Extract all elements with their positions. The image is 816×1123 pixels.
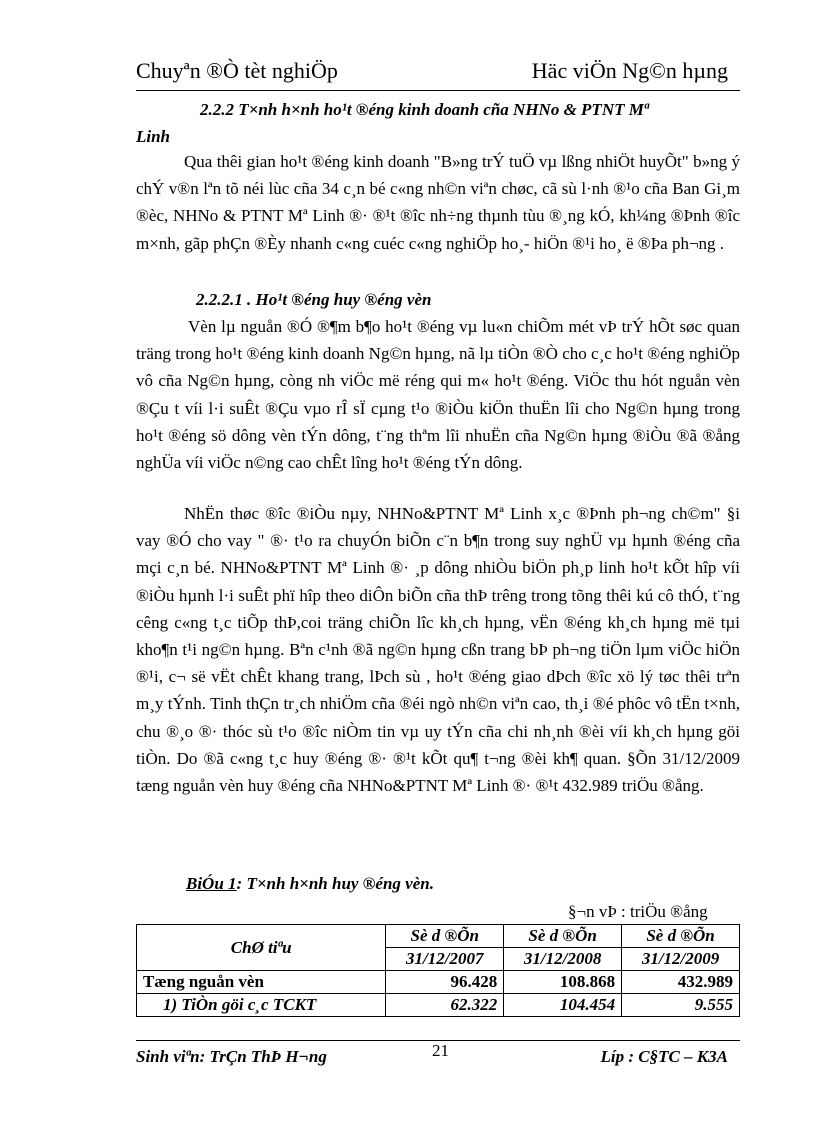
paragraph-1: Qua thêi gian ho¹t ®éng kinh doanh "B»ng trÝ tuÖ vµ lßng nhiÖt huyÕt" b»ng ý chÝ v®n lªn tõ néi lùc cña 34 c¸n bé c«ng nh©n viªn chøc, cã sù l·nh ®¹o cña Ban Gi¸m ®èc, NHNo & PTNT Mª Linh ®· ®¹t ®îc nh÷ng thµnh tùu ®¸ng kÓ, kh¼ng ®Þnh ®îc m×nh, gãp phÇn ®Èy nhanh c«ng cuéc c«ng nghiÖp ho¸- hiÖn ®¹i ho¸ ë ®Þa ph¬ng .: [136, 152, 740, 253]
table-row: [137, 994, 740, 1017]
footer-class: Líp : C§TC – K3A: [600, 1047, 728, 1066]
page-number: 21: [432, 1041, 449, 1060]
header-date-bottom: 31/12/2008: [504, 948, 622, 971]
section-heading: 2.2.2 T×nh h×nh ho¹t ®éng kinh doanh cña NHNo & PTNT Mª: [200, 100, 649, 119]
header-date-top: Sè d ®Õn: [504, 925, 622, 948]
subheading: 2.2.2.1 . Ho¹t ®éng huy ®éng vèn: [196, 290, 432, 309]
page-footer: [136, 1041, 740, 1067]
row-value: 104.454: [504, 994, 622, 1017]
table-caption-text: : T×nh h×nh huy ®éng vèn.: [236, 874, 434, 893]
table-header-row: [137, 925, 740, 948]
header-col: ChØ tiªu: [137, 925, 386, 971]
row-label: Tæng nguån vèn: [137, 971, 386, 994]
table-row: [137, 971, 740, 994]
header-left: Chuyªn ®Ò tèt nghiÖp: [136, 58, 338, 83]
row-value: 432.989: [622, 971, 740, 994]
header-date-bottom: 31/12/2009: [622, 948, 740, 971]
header-date-top: Sè d ®Õn: [386, 925, 504, 948]
footer-student: Sinh viªn: TrÇn ThÞ H¬ng: [136, 1047, 327, 1066]
section-heading-cont: Linh: [136, 127, 171, 146]
page-header: [136, 58, 740, 88]
unit-label: §¬n vÞ : triÖu ®ång: [568, 902, 708, 921]
header-date-bottom: 31/12/2007: [386, 948, 504, 971]
header-right: Häc viÖn Ng©n hµng: [531, 58, 728, 83]
row-value: 96.428: [386, 971, 504, 994]
capital-table: [136, 924, 740, 1017]
header-rule: [136, 90, 740, 91]
header-date-top: Sè d ®Õn: [622, 925, 740, 948]
row-value: 108.868: [504, 971, 622, 994]
paragraph-3: NhËn thøc ®îc ®iÒu nµy, NHNo&PTNT Mª Linh x¸c ®Þnh ph¬ng ch©m" §i vay ®Ó cho vay " ®· t¹o ra chuyÓn biÕn c¨n b¶n trong suy nghÜ vµ hµnh ®éng cña mçi c¸n bé. NHNo&PTNT Mª Linh ®· ¸p dông nhiÒu biÖn ph¸p linh ho¹t kÕt hîp víi ®iÒu hµnh l·i suÊt phï hîp theo diÔn biÕn cña thÞ trêng trong tõng thêi kú cô thÓ, t¨ng cêng c«ng t¸c tiÕp thÞ,coi träng chiÕn lîc kh¸ch hµng, vËn ®éng kh¸ch hµng më tµi kho¶n t¹i ng©n hµng. Bªn c¹nh ®ã ng©n hµng cßn trang bÞ ph¬ng tiÖn lµm viÖc hiÖn ®¹i, c¬ së vËt chÊt khang trang, lÞch sù , ho¹t ®éng giao dÞch ®îc xö lý tøc thêi trªn m¸y tÝnh. Tinh thÇn tr¸ch nhiÖm cña ®éi ngò nh©n viªn cao, th¸i ®é phôc vô tËn t×nh, chu ®¸o ®· thóc sù t¹o ®îc niÒm tin vµ uy tÝn cña chi nh¸nh ®èi víi kh¸ch hµng göi tiÒn. Do ®ã c«ng t¸c huy ®éng ®· ®¹t kÕt qu¶ t¬ng ®èi kh¶ quan. §Õn 31/12/2009 tæng nguån vèn huy ®éng cña NHNo&PTNT Mª Linh ®· ®¹t 432.989 triÖu ®ång.: [136, 504, 740, 796]
table-caption: [186, 874, 434, 894]
row-label: 1) TiÒn göi c¸c TCKT: [137, 994, 386, 1017]
row-value: 62.322: [386, 994, 504, 1017]
row-value: 9.555: [622, 994, 740, 1017]
paragraph-2: Vèn lµ nguån ®Ó ®¶m b¶o ho¹t ®éng vµ lu«n chiÕm mét vÞ trÝ hÕt søc quan träng trong ho¹t ®éng kinh doanh Ng©n hµng, nã lµ tiÒn ®Ò cho c¸c ho¹t ®éng nghiÖp vô cña Ng©n hµng, còng nh viÖc më réng qui m« ho¹t ®éng. ViÖc thu hót nguån vèn ®Çu t víi l·i suÊt ®Çu vµo rÎ sÏ cµng t¹o ®iÒu kiÖn thuËn lîi cho Ng©n hµng trong ho¹t ®éng sö dông vèn tÝn dông, t¨ng thªm lîi nhuËn cña Ng©n hµng ®iÒu ®ã ®ång nghÜa víi viÖc n©ng cao chÊt lîng ho¹t ®éng tÝn dông.: [136, 317, 740, 473]
table-caption-label: BiÓu 1: [186, 874, 237, 893]
